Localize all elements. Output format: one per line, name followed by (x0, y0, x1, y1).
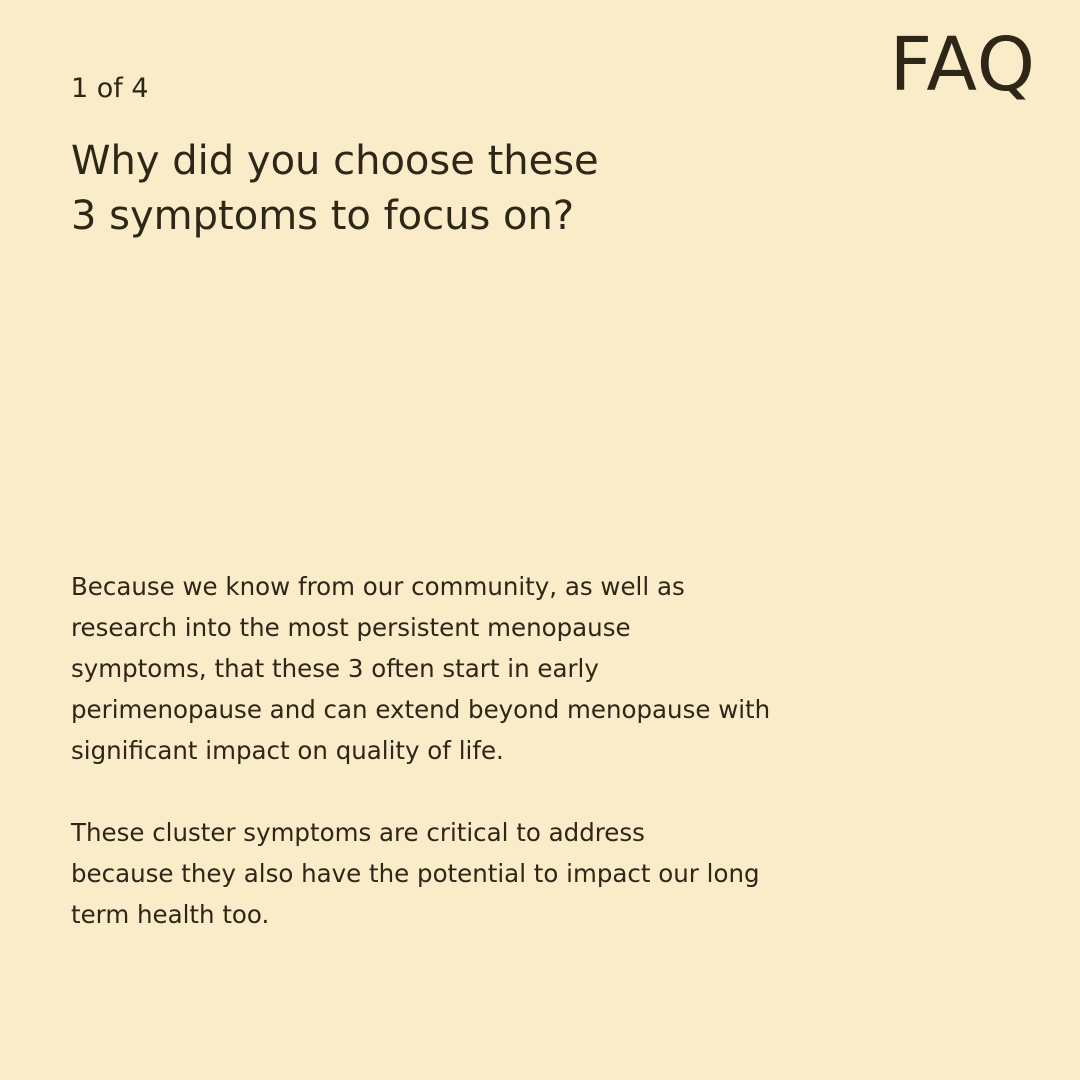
answer-line: Because we know from our community, as well as (71, 572, 685, 601)
answer-line: term health too. (71, 900, 270, 929)
question-line: 3 symptoms to focus on? (71, 193, 575, 239)
answer-text (71, 566, 811, 935)
faq-heading: FAQ (889, 22, 1036, 108)
answer-paragraph (71, 566, 811, 771)
answer-line: because they also have the potential to impact our long (71, 859, 760, 888)
question-text (71, 134, 691, 244)
answer-line: research into the most persistent menopause (71, 613, 631, 642)
answer-line: perimenopause and can extend beyond menopause with (71, 695, 771, 724)
question-line: Why did you choose these (71, 138, 599, 184)
answer-line: These cluster symptoms are critical to address (71, 818, 645, 847)
slide-counter: 1 of 4 (71, 73, 149, 104)
answer-line: symptoms, that these 3 often start in early (71, 654, 599, 683)
answer-paragraph (71, 812, 811, 935)
answer-line: significant impact on quality of life. (71, 736, 504, 765)
